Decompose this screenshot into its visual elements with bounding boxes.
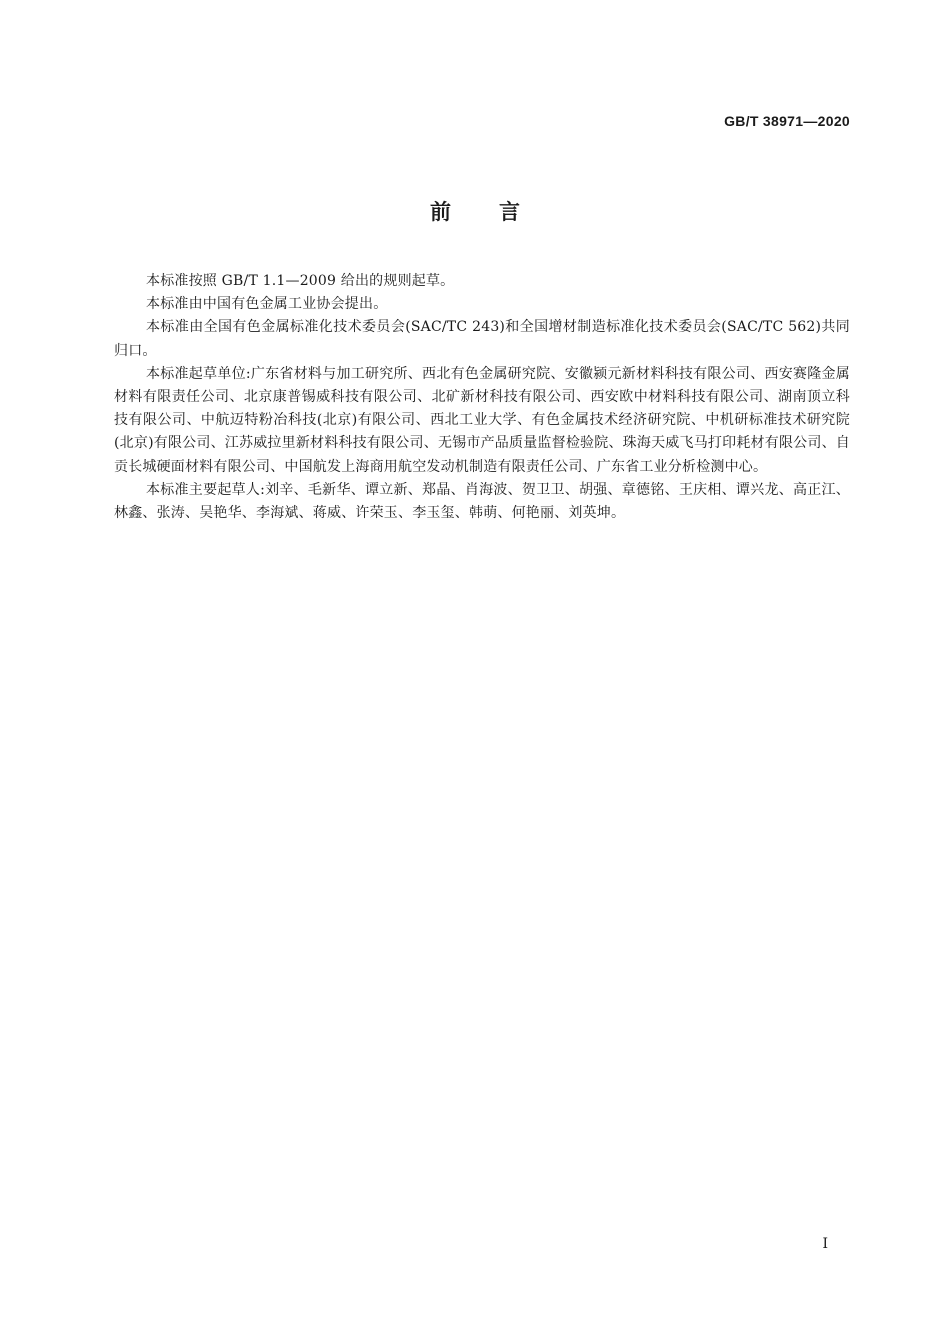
paragraph-drafters: 本标准主要起草人:刘辛、毛新华、谭立新、郑晶、肖海波、贺卫卫、胡强、章德铭、王庆相、谭兴龙、高正江、林鑫、张涛、吴艳华、李海斌、蒋威、许荣玉、李玉玺、韩萌、何艳丽、刘英坤。 xyxy=(114,481,850,522)
paragraph-drafting-units: 本标准起草单位:广东省材料与加工研究所、西北有色金属研究院、安徽颍元新材料科技有限公司、西安赛隆金属材料有限责任公司、北京康普锡威科技有限公司、北矿新材科技有限公司、西安欧中材料科技有限公司、湖南顶立科技有限公司、中航迈特粉冶科技(北京)有限公司、西北工业大学、有色金属技术经济研究院、中机研标准技术研究院(北京)有限公司、江苏威拉里新材料科技有限公司、无锡市产品质量监督检验院、珠海天威飞马打印耗材有限公司、自贡长城硬面材料有限公司、中国航发上海商用航空发动机制造有限责任公司、广东省工业分析检测中心。 xyxy=(114,365,850,475)
paragraph-proposer: 本标准由中国有色金属工业协会提出。 xyxy=(146,296,388,313)
paragraph-administration: 本标准由全国有色金属标准化技术委员会(SAC/TC 243)和全国增材制造标准化技术委员会(SAC/TC 562)共同归口。 xyxy=(114,319,850,359)
foreword-body xyxy=(114,270,850,525)
page-number: I xyxy=(822,1236,828,1252)
standard-number: GB/T 38971—2020 xyxy=(724,113,850,129)
paragraph-drafting-rules: 本标准按照 GB/T 1.1—2009 给出的规则起草。 xyxy=(146,273,455,289)
section-title: 前言 xyxy=(430,200,568,224)
